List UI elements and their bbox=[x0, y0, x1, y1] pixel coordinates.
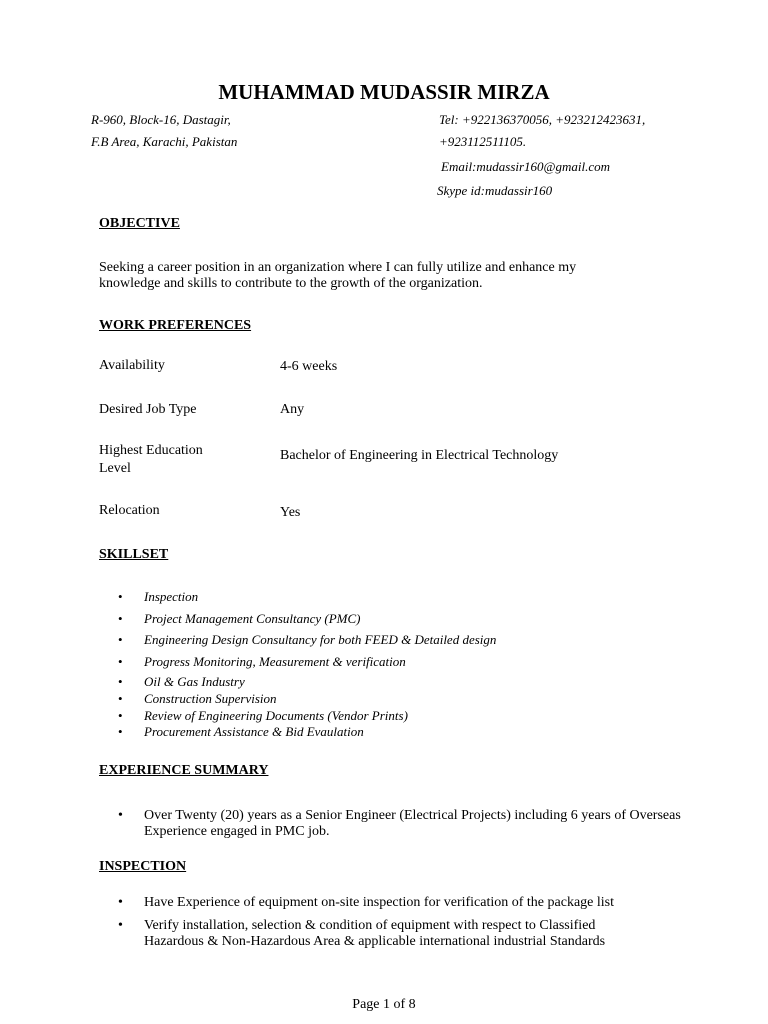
pref-value-availability: 4-6 weeks bbox=[280, 359, 338, 374]
phone-line-2: +923112511105. bbox=[439, 134, 527, 149]
address-line-1: R-960, Block-16, Dastagir, bbox=[91, 112, 231, 127]
email-text: Email:mudassir160@gmail.com bbox=[441, 159, 611, 174]
skill-item bbox=[118, 691, 277, 707]
skill-item bbox=[118, 611, 361, 627]
skill-text: Oil & Gas Industry bbox=[144, 674, 245, 689]
objective-line-1: Seeking a career position in an organization where I can fully utilize and enhance my bbox=[99, 260, 577, 275]
bullet: • bbox=[118, 691, 123, 706]
pref-label-job-type: Desired Job Type bbox=[99, 402, 197, 417]
resume-name: MUHAMMAD MUDASSIR MIRZA bbox=[218, 80, 550, 104]
work-preferences-heading: WORK PREFERENCES bbox=[99, 318, 252, 333]
skillset-heading: SKILLSET bbox=[99, 547, 169, 562]
bullet: • bbox=[118, 632, 123, 647]
inspection-heading: INSPECTION bbox=[99, 859, 187, 874]
skill-item bbox=[118, 632, 496, 648]
skill-item bbox=[118, 708, 408, 724]
experience-text: Over Twenty (20) years as a Senior Engineer (Electrical Projects) including 6 years of Overseas Experience engaged in PMC job. bbox=[144, 808, 681, 839]
objective-heading: OBJECTIVE bbox=[99, 216, 180, 231]
skill-item bbox=[118, 724, 364, 740]
bullet: • bbox=[118, 724, 123, 739]
phone-line-1: Tel: +922136370056, +923212423631, bbox=[439, 112, 646, 127]
bullet: • bbox=[118, 674, 123, 689]
skill-item bbox=[118, 589, 198, 605]
skype-text: Skype id:mudassir160 bbox=[437, 183, 553, 198]
pref-label-education: Highest Education Level bbox=[99, 443, 203, 476]
bullet: • bbox=[118, 611, 123, 626]
bullet: • bbox=[118, 708, 123, 723]
inspection-text: Verify installation, selection & condition of equipment with respect to Classified Hazardous & Non-Hazardous Area & applicable international industrial Standards bbox=[144, 918, 606, 949]
address-line-2: F.B Area, Karachi, Pakistan bbox=[91, 134, 238, 149]
experience-summary-heading: EXPERIENCE SUMMARY bbox=[99, 763, 269, 778]
pref-value-job-type: Any bbox=[280, 402, 305, 417]
bullet: • bbox=[118, 654, 123, 669]
skill-text: Engineering Design Consultancy for both FEED & Detailed design bbox=[144, 632, 497, 647]
pref-value-relocation: Yes bbox=[280, 505, 301, 520]
pref-label-relocation: Relocation bbox=[99, 503, 160, 518]
bullet: • bbox=[118, 808, 123, 823]
skill-text: Procurement Assistance & Bid Evaulation bbox=[144, 724, 364, 739]
bullet: • bbox=[118, 918, 123, 933]
skill-text: Construction Supervision bbox=[144, 691, 277, 706]
pref-value-education: Bachelor of Engineering in Electrical Technology bbox=[280, 448, 559, 463]
inspection-text: Have Experience of equipment on-site inspection for verification of the package list bbox=[144, 895, 614, 910]
skill-text: Progress Monitoring, Measurement & verification bbox=[144, 654, 406, 669]
skill-item bbox=[118, 654, 406, 670]
pref-label-availability: Availability bbox=[99, 358, 165, 373]
skill-item bbox=[118, 674, 245, 690]
objective-line-2: knowledge and skills to contribute to the growth of the organization. bbox=[99, 276, 483, 291]
skill-text: Review of Engineering Documents (Vendor Prints) bbox=[144, 708, 408, 723]
skill-text: Inspection bbox=[144, 589, 199, 604]
bullet: • bbox=[118, 589, 123, 604]
bullet: • bbox=[118, 895, 123, 910]
page-number: Page 1 of 8 bbox=[352, 997, 416, 1012]
skill-text: Project Management Consultancy (PMC) bbox=[144, 611, 361, 626]
